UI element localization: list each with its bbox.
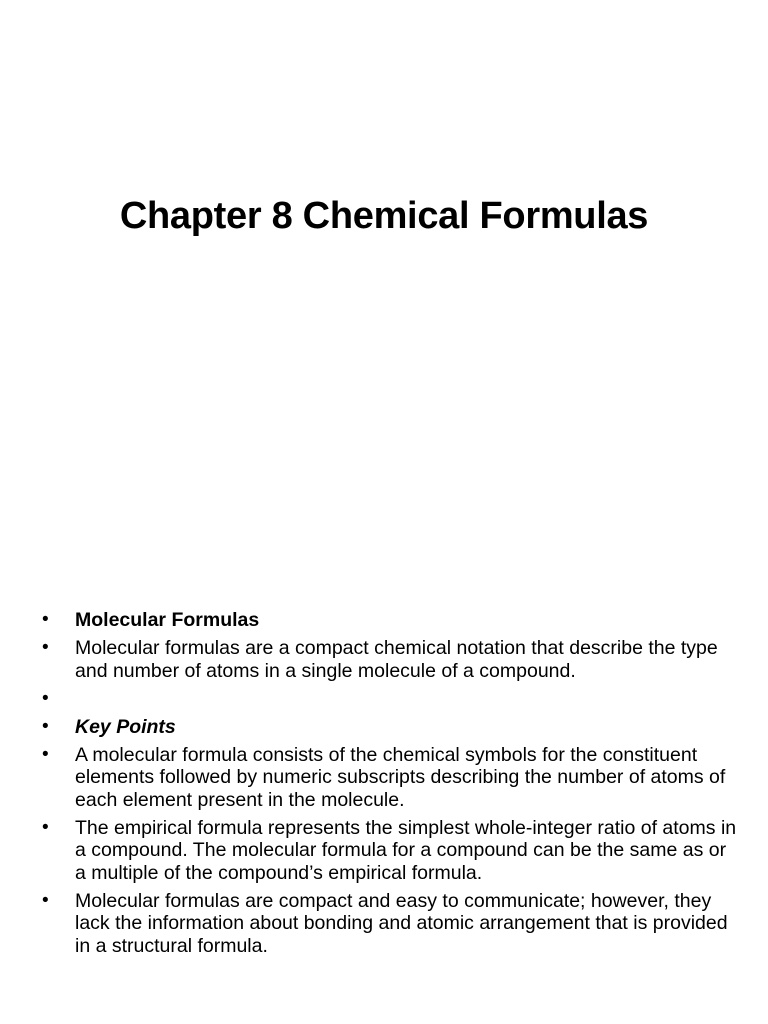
bullet-text: Key Points [75,715,176,738]
bullet-text: A molecular formula consists of the chemical symbols for the constituent elements followed by numeric subscripts describing the number of atoms of each element present in the molecule. [75,743,726,811]
bullet-item-limitations [40,890,740,958]
bullet-icon: • [42,816,49,838]
bullet-item-empirical-formula [40,817,740,885]
bullet-icon: • [42,889,49,911]
bullet-icon: • [42,743,49,765]
bullet-item-molecular-formula-composition [40,744,740,812]
bullet-icon: • [42,609,49,630]
bullet-item-definition [40,637,740,682]
bullet-text: Molecular formulas are compact and easy to communicate; however, they lack the information about bonding and atomic arrangement that is provided in a structural formula. [75,889,728,958]
bullet-icon: • [42,636,49,658]
bullet-text: The empirical formula represents the simplest whole-integer ratio of atoms in a compound. The molecular formula for a compound can be the same as or a multiple of the compound’s empirical formula. [75,816,737,884]
bullet-icon: • [42,715,49,737]
bullet-icon: • [42,687,49,709]
bullet-item-molecular-formulas-heading [40,609,740,632]
slide-title: Chapter 8 Chemical Formulas [119,195,649,237]
bullet-text: Molecular Formulas [75,609,260,631]
bullet-item-empty [40,688,740,711]
bullet-text: Molecular formulas are a compact chemical notation that describe the type and number of atoms in a single molecule of a compound. [75,636,718,682]
bullet-list [40,609,740,963]
bullet-item-key-points-heading [40,716,740,739]
